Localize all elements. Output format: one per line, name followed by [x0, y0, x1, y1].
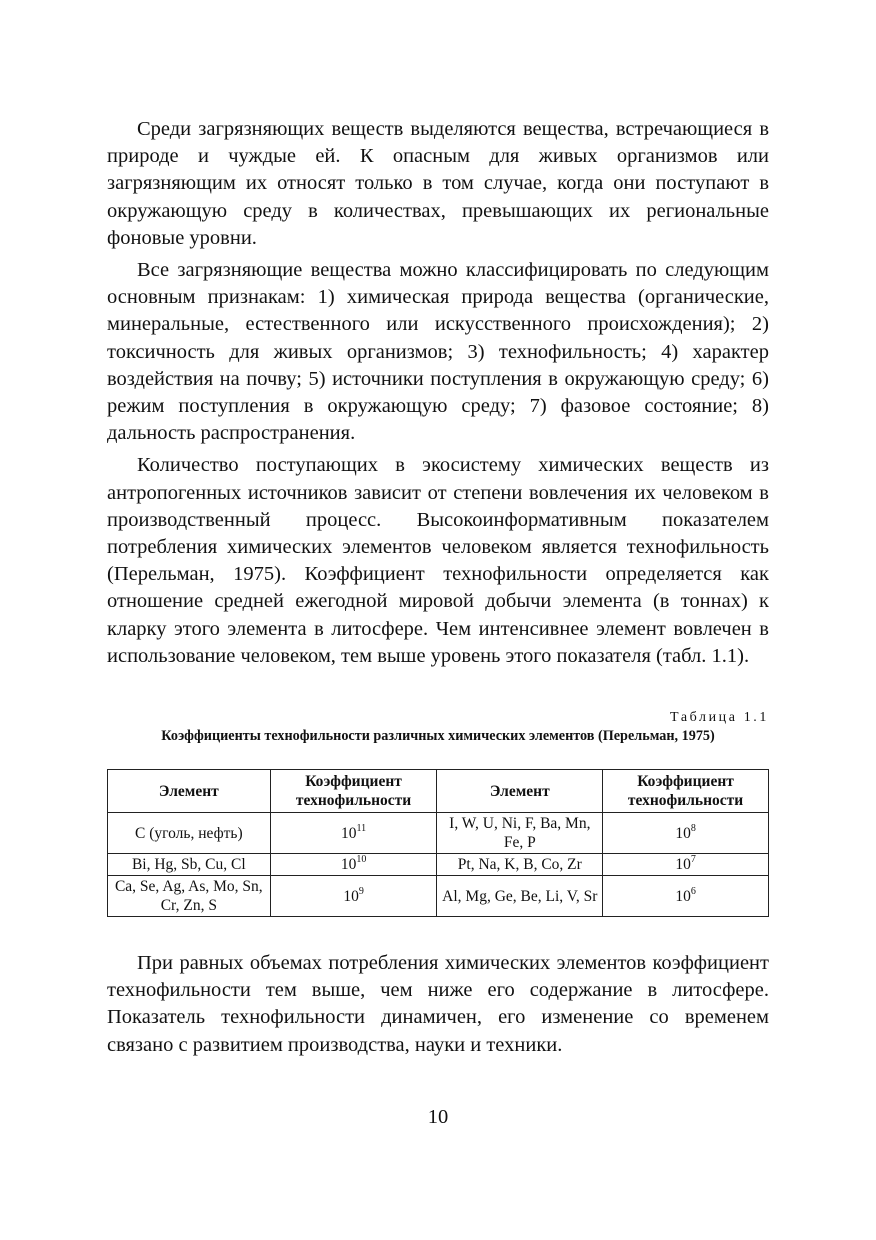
cell-coefficient: [270, 876, 437, 917]
table-number: Таблица 1.1: [670, 710, 769, 726]
table-header-row: [108, 770, 769, 813]
coefficient-base: 10: [675, 887, 691, 905]
coefficient-exponent: 9: [358, 885, 364, 897]
header-element-2: Элемент: [437, 770, 603, 813]
paragraph-technophility: Количество поступающих в экосистему химических веществ из антропогенных источников зависит от степени вовлечения их человеком в производственный процесс. Высокоинформативным показателем потребления химических элементов человеком является технофильность (Перельман, 1975). Коэффициент технофильности определяется как отношение средней ежегодной мировой добычи элемента (в тоннах) к кларку этого элемента в литосфере. Чем интенсивнее элемент вовлечен в использование человеком, тем выше уровень этого показателя (табл. 1.1).: [107, 454, 769, 667]
table-row: [108, 813, 769, 854]
cell-elements: Al, Mg, Ge, Be, Li, V, Sr: [437, 876, 603, 917]
cell-elements: I, W, U, Ni, F, Ba, Mn, Fe, P: [437, 813, 603, 854]
coefficient-exponent: 10: [356, 854, 367, 866]
table-row: [108, 854, 769, 876]
coefficient-base: 10: [675, 856, 691, 874]
cell-coefficient: [603, 813, 769, 854]
cell-elements: C (уголь, нефть): [108, 813, 271, 854]
coefficient-exponent: 6: [690, 885, 696, 897]
coefficient-base: 10: [340, 856, 357, 874]
cell-elements: Ca, Se, Ag, As, Mo, Sn, Cr, Zn, S: [108, 876, 271, 917]
paragraph-pollutants-intro: Среди загрязняющих веществ выделяются вещества, встречающиеся в природе и чуждые ей. К опасным для живых организмов или загрязняющим их относят только в том случае, когда они поступают в окружающую среду в количествах, превышающих их региональные фоновые уровни.: [107, 118, 769, 249]
coefficient-exponent: 7: [690, 854, 696, 866]
cell-coefficient: [270, 813, 437, 854]
paragraph-classification: Все загрязняющие вещества можно классифицировать по следующим основным признакам: 1) химическая природа вещества (органические, минеральные, естественного или искусственного происхождения); 2) токсичность для живых организмов; 3) технофильность; 4) характер воздействия на почву; 5) источники поступления в окружающую среду; 6) режим поступления в окружающую среду; 7) фазовое состояние; 8) дальность распространения.: [107, 259, 769, 445]
technophility-table: [107, 769, 769, 917]
table-caption: Коэффициенты технофильности различных химических элементов (Перельман, 1975): [161, 728, 715, 745]
coefficient-exponent: 8: [690, 822, 696, 834]
paragraph-closing: При равных объемах потребления химических элементов коэффициент технофильности тем выше, чем ниже его содержание в литосфере. Показатель технофильности динамичен, его изменение со временем связано с развитием производства, науки и техники.: [107, 952, 769, 1056]
page-number: 10: [427, 1106, 449, 1128]
coefficient-base: 10: [675, 824, 691, 842]
cell-coefficient: [603, 876, 769, 917]
coefficient-exponent: 11: [356, 822, 367, 834]
table-row: [108, 876, 769, 917]
header-element-1: Элемент: [108, 770, 271, 813]
cell-coefficient: [603, 854, 769, 876]
coefficient-base: 10: [341, 824, 357, 842]
page-body: [107, 116, 769, 1064]
coefficient-base: 10: [343, 887, 359, 905]
header-coefficient-1: Коэффициент технофильности: [270, 770, 437, 813]
header-coefficient-2: Коэффициент технофильности: [603, 770, 769, 813]
cell-elements: Pt, Na, K, B, Co, Zr: [437, 854, 603, 876]
cell-coefficient: [270, 854, 437, 876]
cell-elements: Bi, Hg, Sb, Cu, Cl: [108, 854, 271, 876]
table-block: [107, 710, 769, 917]
